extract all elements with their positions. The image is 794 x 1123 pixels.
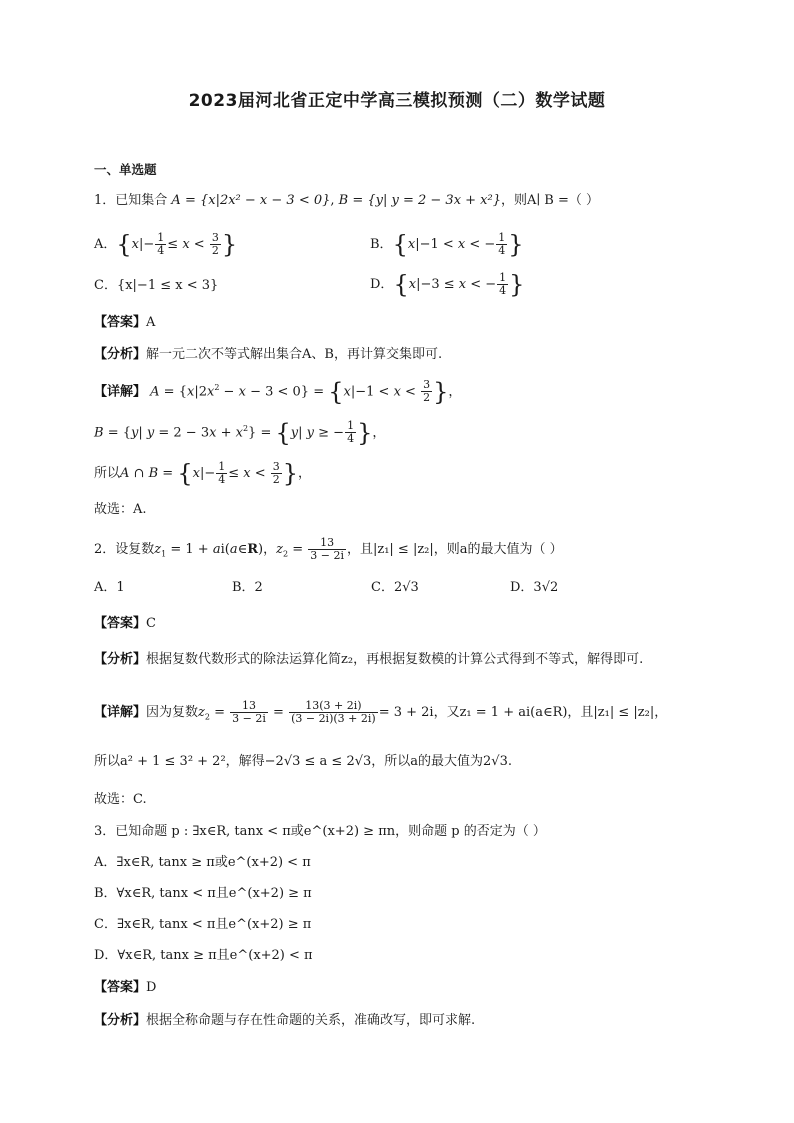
q3-option-c: C．∃x∈R, tanx < π且e^(x+2) ≥ π — [94, 917, 312, 932]
q2-stem: 2．设复数$z_1 = 1$ + ai(a∈R)，$z_2$ = $\frac{13}{3 - 2i}$ ，且|z₁| ≤ |z₂|，则a的最大值为（ ） — [94, 536, 563, 562]
q1-choose: 故选：A. — [94, 502, 147, 517]
q2-option-c: C．2√3 — [371, 580, 419, 595]
q1-set-a: A = {x|2x² − x − 3 < 0} — [171, 193, 331, 208]
q2-option-d: D．3√2 — [510, 580, 559, 595]
q1-stem: 1．已知集合 A = {x|2x² − x − 3 < 0}, B = {y| y = 2 − 3x + x²}，则A∣ B =（ ） — [94, 193, 600, 208]
q2-detail-1: 【详解】因为复数$z_2$ = $\frac{13}{3 - 2i}$ = $\frac{13(3 + 2i)}{(3 - 2i)(3 + 2i)}$ = 3 + 2i，又z₁ = 1 + ai(a∈R)，且|z₁| ≤ |z₂|， — [94, 699, 668, 725]
q2-detail-2: 所以a² + 1 ≤ 3² + 2²，解得−2√3 ≤ a ≤ 2√3，所以a的最大值为2√3. — [94, 754, 512, 769]
q1-option-d: D．{x|−3 ≤ x < − $\frac{1}{4}$ } — [370, 270, 525, 299]
section-heading: 一、单选题 — [94, 162, 157, 177]
q2-analysis: 【分析】根据复数代数形式的除法运算化简z₂，再根据复数模的计算公式得到不等式，解得即可. — [94, 652, 644, 667]
q1-detail-2: B = {y| $y = 2 - 3x + x^2\} = \{y|$ y ≥ − $\frac{1}{4}$ }， — [94, 418, 386, 447]
q1-set-b: B = {y| y = 2 − 3x + x²} — [338, 193, 501, 208]
q2-option-a: A．1 — [94, 580, 125, 595]
q3-option-a: A．∃x∈R, tanx ≥ π或e^(x+2) < π — [94, 855, 311, 870]
q2-option-b: B．2 — [232, 580, 263, 595]
q1-answer: 【答案】A — [94, 315, 156, 330]
q1-detail-3: 所以A ∩ B = {x|− $\frac{1}{4}$ ≤ x < $\frac{3}{2}$ }， — [94, 459, 312, 488]
q3-analysis: 【分析】根据全称命题与存在性命题的关系，准确改写，即可求解. — [94, 1013, 476, 1028]
q1-option-b: B．{x|−1 < x < − $\frac{1}{4}$ } — [370, 230, 524, 259]
q1-option-c: C．{x|−1 ≤ x < 3} — [94, 278, 219, 293]
page-title: 2023届河北省正定中学高三模拟预测（二）数学试题 — [188, 91, 606, 111]
q3-answer: 【答案】D — [94, 980, 157, 995]
q1-option-a: A．{x|− $\frac{1}{4}$ ≤ x < $\frac{3}{2}$ } — [94, 230, 238, 259]
q3-option-b: B．∀x∈R, tanx < π且e^(x+2) ≥ π — [94, 886, 312, 901]
q3-stem: 3．已知命题 p : ∃x∈R, tanx < π或e^(x+2) ≥ πn，则命题 p 的否定为（ ） — [94, 824, 546, 839]
q1-detail-1: 【详解】 $A = \{x|2x^2 - x - 3 < 0\} = \{x|-1 < x$ < $\frac{3}{2}$ }， — [94, 377, 462, 406]
q1-analysis: 【分析】解一元二次不等式解出集合A、B，再计算交集即可. — [94, 347, 443, 362]
q3-option-d: D．∀x∈R, tanx ≥ π且e^(x+2) < π — [94, 948, 313, 963]
q2-choose: 故选：C. — [94, 792, 147, 807]
q2-answer: 【答案】C — [94, 616, 156, 631]
